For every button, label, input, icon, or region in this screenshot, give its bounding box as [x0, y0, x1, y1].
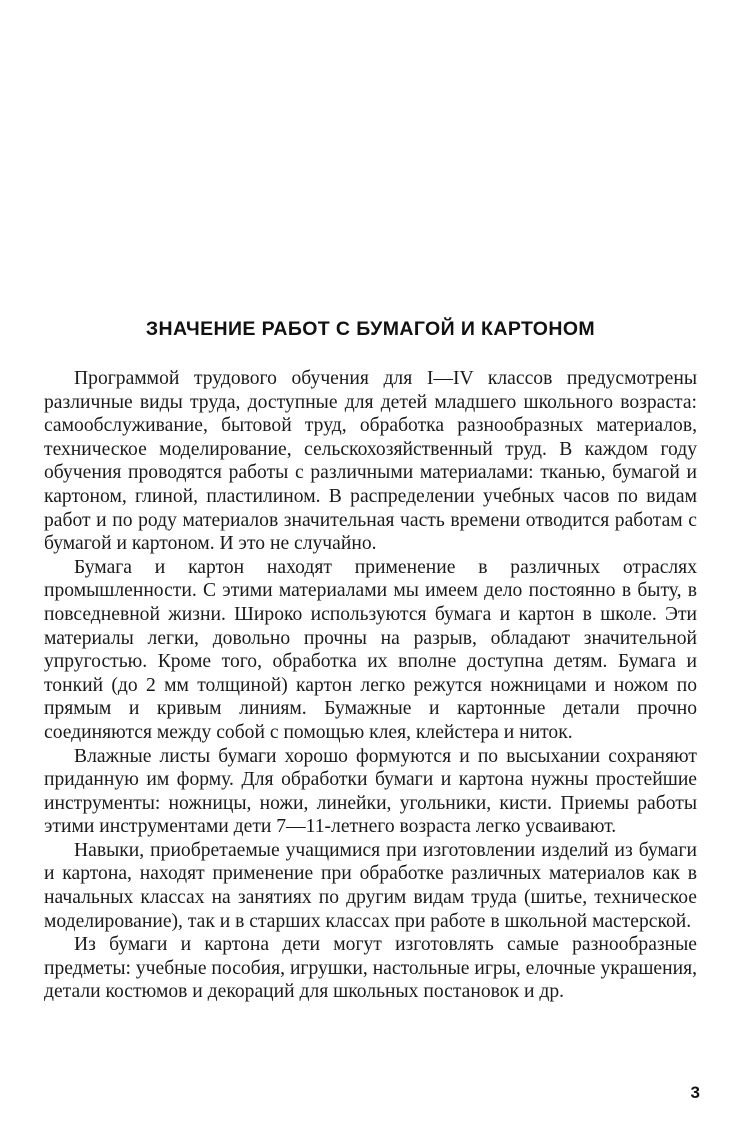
- paragraph-5: Из бумаги и картона дети могут изготовлять самые разнообразные предметы: учебные пособия, игрушки, настольные игры, елочные украшения, детали костюмов и декораций для школьных постановок и др.: [44, 934, 697, 1003]
- section-heading: ЗНАЧЕНИЕ РАБОТ С БУМАГОЙ И КАРТОНОМ: [145, 318, 596, 340]
- paragraph-2: Бумага и картон находят применение в различных отраслях промышленности. С этими материалами мы имеем дело постоянно в быту, в повседневной жизни. Широко используются бумага и картон в школе. Эти материалы легки, довольно прочны на разрыв, обладают значительной упругостью. Кроме того, обработка их вполне доступна детям. Бумага и тонкий (до 2 мм толщиной) картон легко режутся ножницами и ножом по прямым и кривым линиям. Бумажные и картонные детали прочно соединяются между собой с помощью клея, клейстера и ниток.: [44, 556, 697, 743]
- page-number: 3: [690, 1083, 700, 1102]
- paragraph-4: Навыки, приобретаемые учащимися при изготовлении изделий из бумаги и картона, находят применение при обработке различных материалов как в начальных классах на занятиях по другим видам труда (шитье, техническое моделирование), так и в старших классах при работе в школьной мастерской.: [44, 839, 697, 932]
- body-text: [44, 367, 697, 1004]
- paragraph-3: Влажные листы бумаги хорошо формуются и по высыхании сохраняют приданную им форму. Для обработки бумаги и картона нужны простейшие инструменты: ножницы, ножи, линейки, угольники, кисти. Приемы работы этими инструментами дети 7—11-летнего возраста легко усваивают.: [44, 745, 697, 838]
- paragraph-1: Программой трудового обучения для I—IV классов предусмотрены различные виды труда, доступные для детей младшего школьного возраста: самообслуживание, бытовой труд, обработка разнообразных материалов, техническое моделирование, сельскохозяйственный труд. В каждом году обучения проводятся работы с различными материалами: тканью, бумагой и картоном, глиной, пластилином. В распределении учебных часов по видам работ и по роду материалов значительная часть времени отводится работам с бумагой и картоном. И это не случайно.: [44, 368, 697, 555]
